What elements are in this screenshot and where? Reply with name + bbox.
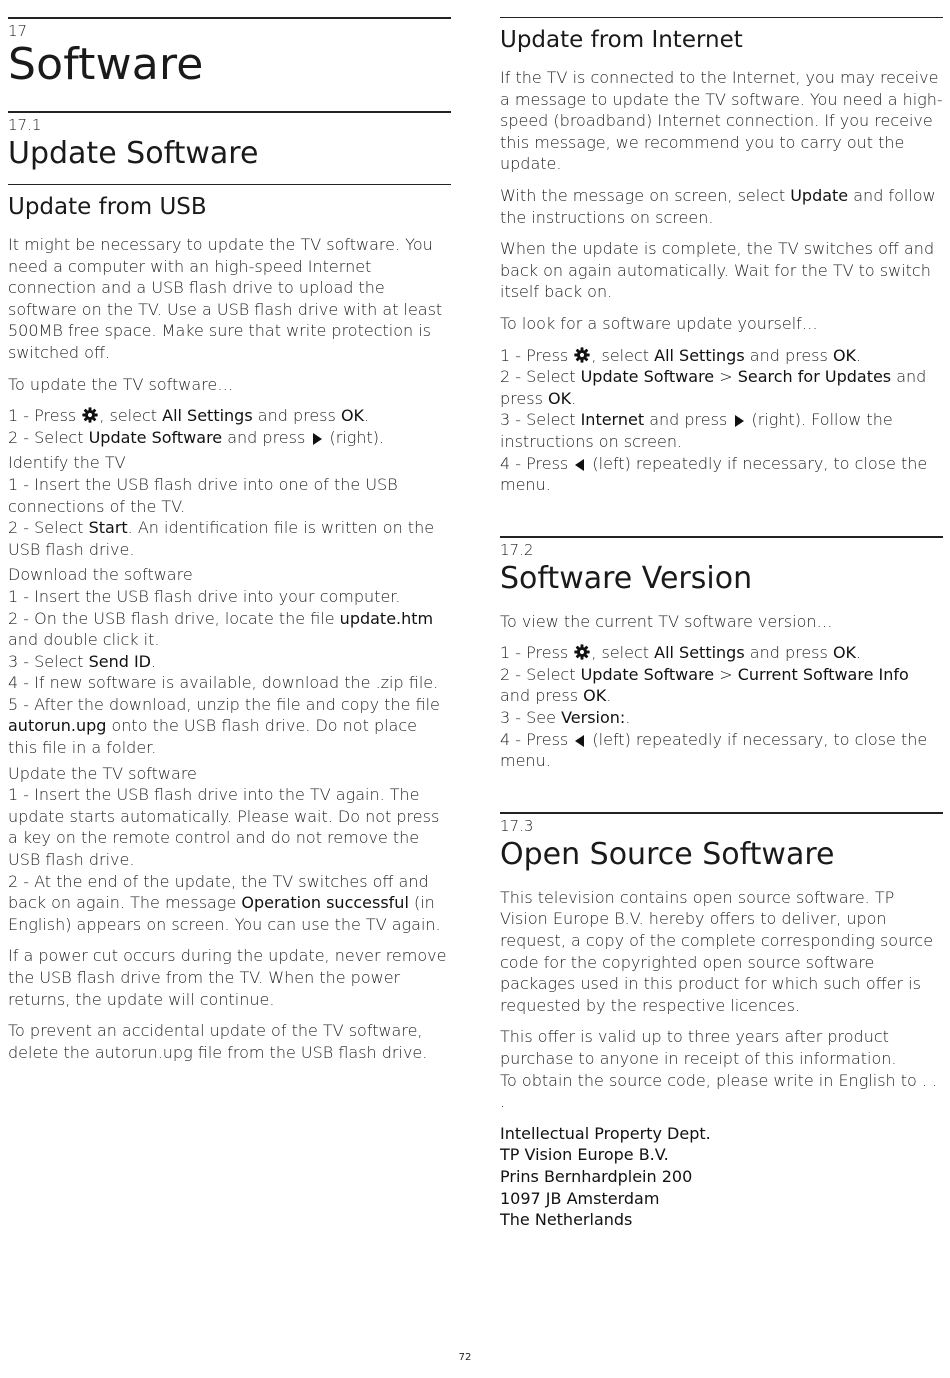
para-text: and follow the instructions on screen. <box>500 185 936 227</box>
step-text: . <box>364 406 370 426</box>
usb-to-update: To update the TV software… <box>8 374 234 394</box>
step-bold: All Settings <box>162 406 253 426</box>
step-bold: All Settings <box>654 345 745 365</box>
download-step-4: 4 - If new software is available, download the .zip file. <box>8 673 439 693</box>
identify-step-1: 1 - Insert the USB flash drive into one of the USB connections of the TV. <box>8 474 398 516</box>
step-bold: Version: <box>561 708 626 728</box>
address-block <box>500 1123 943 1231</box>
version-steps <box>500 642 943 772</box>
power-cut-note: If a power cut occurs during the update, never remove the USB flash drive from the TV. When the power returns, the update will continue. <box>8 946 447 1009</box>
step-bold: All Settings <box>654 643 745 663</box>
step-text: and press <box>744 345 833 365</box>
step-bold: OK <box>547 388 572 408</box>
step-text: Press <box>526 345 574 365</box>
page-number: 72 <box>458 1352 472 1363</box>
gear-icon <box>573 643 591 661</box>
chapter-number: 17 <box>8 22 28 40</box>
version-step-2 <box>500 664 943 707</box>
step-text: 3 - See <box>500 708 562 728</box>
step-bold: OK <box>832 345 857 365</box>
usb-step-2 <box>8 427 451 449</box>
step-bold: Update Software <box>88 427 223 447</box>
step-number: 1 - <box>8 406 35 426</box>
internet-p4: To look for a software update yourself… <box>500 313 818 333</box>
step-text: . <box>571 388 577 408</box>
section-rule <box>500 812 943 814</box>
step-number: 1 - <box>500 345 527 365</box>
step-text: Press <box>34 406 82 426</box>
step-text: and press <box>500 367 927 408</box>
step-text: (right). <box>324 427 385 447</box>
step-bold: Internet <box>580 410 645 430</box>
play-right-icon <box>732 414 746 428</box>
update-tv-heading: Update the TV software <box>8 763 197 783</box>
address-line: The Netherlands <box>500 1210 633 1230</box>
open-source-p2b: To obtain the source code, please write in English to . . . <box>500 1070 938 1112</box>
internet-heading: Update from Internet <box>500 27 743 53</box>
step-bold: Search for Updates <box>737 367 892 387</box>
step-bold: Current Software Info <box>737 664 909 684</box>
step-text: 2 - Select <box>500 367 581 387</box>
step-text: (left) repeatedly if necessary, to close the menu. <box>500 729 928 771</box>
gear-icon <box>573 346 591 364</box>
section-rule <box>8 111 451 113</box>
step-text: (right). Follow the instructions on screen. <box>500 410 893 451</box>
address-line: 1097 JB Amsterdam <box>500 1188 660 1208</box>
usb-heading: Update from USB <box>8 194 207 220</box>
open-source-p2a: This offer is valid up to three years after product purchase to anyone in receipt of this information. <box>500 1027 897 1068</box>
version-step-3 <box>500 707 943 729</box>
step-text: . <box>606 686 612 706</box>
identify-step-2 <box>8 517 451 560</box>
step-text: , select <box>591 643 655 663</box>
version-intro: To view the current TV software version… <box>500 611 833 631</box>
step-text: 3 - Select <box>500 410 581 430</box>
download-step-1: 1 - Insert the USB flash drive into your computer. <box>8 586 401 606</box>
subsection-rule <box>500 17 943 18</box>
left-column <box>8 0 451 1063</box>
usb-intro: It might be necessary to update the TV software. You need a computer with an high-speed Internet connection and a USB flash drive to upload the software on the TV. Use a USB flash drive with at least 500MB free space. Make sure that write protection is switched off. <box>8 235 443 362</box>
step-text: 2 - Select <box>8 518 89 538</box>
step-text: and press <box>500 686 584 706</box>
step-bold: OK <box>340 406 365 426</box>
section-number: 17.3 <box>500 816 534 835</box>
play-left-icon <box>573 734 587 748</box>
step-bold: update.htm <box>339 608 434 628</box>
step-text: . <box>856 643 862 663</box>
section-number: 17.1 <box>8 116 42 134</box>
para-text: With the message on screen, select <box>500 185 791 205</box>
prevent-note: To prevent an accidental update of the TV software, delete the autorun.upg file from the USB flash drive. <box>8 1021 428 1062</box>
step-text: > <box>714 664 738 684</box>
step-bold: OK <box>583 686 607 706</box>
step-text: and double click it. <box>8 630 160 650</box>
step-text: (in English) appears on screen. You can use the TV again. <box>8 893 441 934</box>
version-step-1 <box>500 642 943 664</box>
step-bold: Operation successful <box>241 893 409 913</box>
internet-steps <box>500 345 943 496</box>
step-text: onto the USB flash drive. Do not place this file in a folder. <box>8 716 417 758</box>
address-line: Intellectual Property Dept. <box>500 1123 711 1143</box>
step-text: Select <box>34 427 89 447</box>
step-text: Press <box>526 643 574 663</box>
download-heading: Download the software <box>8 565 193 585</box>
step-text: 2 - Select <box>500 664 581 684</box>
step-number: 1 - <box>500 643 527 663</box>
open-source-p1: This television contains open source software. TP Vision Europe B.V. hereby offers to deliver, upon request, a copy of the complete corresponding source code for the copyrighted open source software packages used in this product for which such offer is requested by the respective licences. <box>500 887 934 1015</box>
open-source-p2 <box>500 1026 943 1112</box>
internet-p1: If the TV is connected to the Internet, you may receive a message to update the TV software. You need a high-speed (broadband) Internet connection. If you receive this message, we recommend you to carry out the update. <box>500 68 943 174</box>
step-text: 5 - After the download, unzip the file and copy the file <box>8 694 440 714</box>
step-text: . An identification file is written on the USB flash drive. <box>8 518 435 559</box>
download-step-2 <box>8 608 451 651</box>
internet-step-2 <box>500 366 943 409</box>
play-right-icon <box>310 432 324 446</box>
step-bold: Send ID <box>88 651 151 671</box>
download-step-3 <box>8 651 451 673</box>
step-number: 2 - <box>8 427 35 447</box>
usb-step-1 <box>8 405 451 427</box>
address-line: Prins Bernhardplein 200 <box>500 1166 693 1186</box>
step-text: . <box>856 345 862 365</box>
internet-step-4 <box>500 453 943 496</box>
version-step-4 <box>500 729 943 772</box>
section-title: Software Version <box>500 560 753 596</box>
update-tv-step-1: 1 - Insert the USB flash drive into the TV again. The update starts automatically. Please wait. Do not press a key on the remote control and do not remove the USB flash drive. <box>8 785 440 870</box>
step-text: . <box>151 651 157 671</box>
play-left-icon <box>573 458 587 472</box>
step-text: and press <box>252 406 341 426</box>
step-text: and press <box>744 643 833 663</box>
usb-steps <box>8 405 451 935</box>
step-text: and press <box>222 427 311 447</box>
download-step-5 <box>8 694 451 759</box>
step-bold: autorun.upg <box>8 716 107 736</box>
address-line: TP Vision Europe B.V. <box>500 1145 669 1165</box>
step-bold: OK <box>832 643 857 663</box>
step-text: 4 - Press <box>500 453 574 473</box>
subsection-rule <box>8 184 451 185</box>
step-text: , select <box>591 345 655 365</box>
section-number: 17.2 <box>500 540 534 559</box>
step-text: , select <box>99 406 163 426</box>
section-title: Update Software <box>8 136 259 171</box>
step-text: 2 - On the USB flash drive, locate the file <box>8 608 340 628</box>
step-bold: Update Software <box>580 664 715 684</box>
section-title: Open Source Software <box>500 836 835 872</box>
identify-heading: Identify the TV <box>8 453 126 473</box>
right-column <box>500 0 943 1231</box>
step-text: 3 - Select <box>8 651 89 671</box>
step-text: (left) repeatedly if necessary, to close the menu. <box>500 453 928 495</box>
step-text: 2 - At the end of the update, the TV switches off and back on again. The message <box>8 871 429 913</box>
internet-step-3 <box>500 409 943 452</box>
step-text: and press <box>644 410 733 430</box>
step-text: 4 - Press <box>500 729 574 749</box>
internet-step-1 <box>500 345 943 367</box>
section-rule <box>500 536 943 538</box>
step-text: > <box>714 367 738 387</box>
internet-p2 <box>500 185 943 228</box>
step-text: . <box>625 708 631 728</box>
update-tv-step-2 <box>8 871 451 936</box>
step-bold: Start <box>88 518 128 538</box>
step-bold: Update Software <box>580 367 715 387</box>
chapter-rule <box>8 17 451 19</box>
internet-p3: When the update is complete, the TV switches off and back on again automatically. Wait for the TV to switch itself back on. <box>500 239 935 302</box>
para-bold: Update <box>790 185 849 205</box>
gear-icon <box>81 406 99 424</box>
chapter-title: Software <box>8 39 204 90</box>
